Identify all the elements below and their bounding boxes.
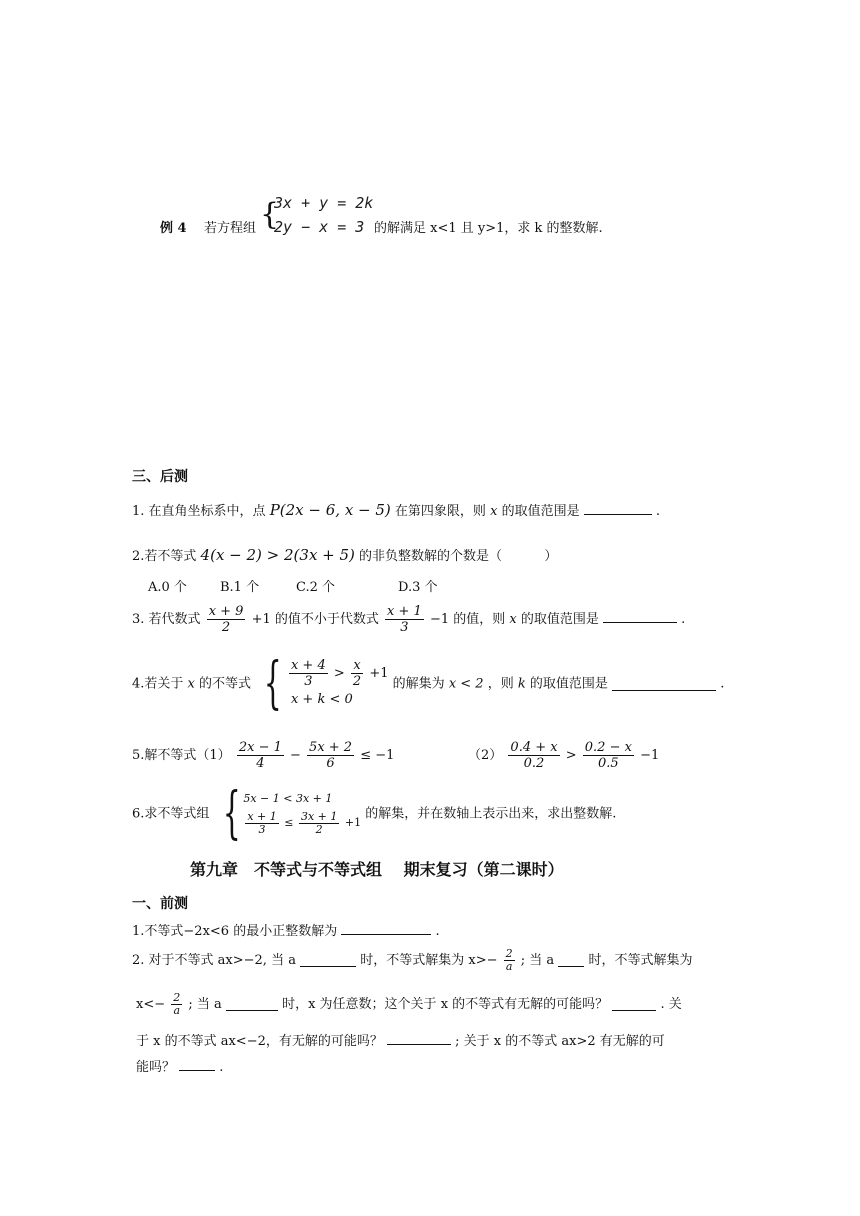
q2l1-a: 2. 对于不等式 ax>−2, 当 a [132,953,296,968]
pretest-q1-blank[interactable] [341,922,431,935]
q2l4-b: . [219,1060,224,1075]
q2l4-a: 能吗？ [136,1060,176,1075]
q2l2-b: ; 当 a [188,997,222,1012]
q5-frac-c: $\frac{0.4 + x}{0.2}$ [510,740,558,771]
example-4-suffix: 的解满足 x<1 且 y>1，求 k 的整数解. [374,221,603,236]
posttest-q5 [132,740,394,771]
q2l1-frac: $\frac{2}{a}$ [505,947,513,973]
pretest-q1-end: . [435,924,440,939]
q1-before: 1. 在直角坐标系中，点 [132,504,266,519]
q3-after: 的取值范围是 [520,612,599,627]
q2l2-blank-1[interactable] [226,998,278,1011]
q3-mid2: −1 的值，则 [429,612,506,627]
q6-le: ≤ [284,816,294,829]
q4-line-1 [287,658,389,689]
q2l1-d: 时，不等式解集为 [588,953,693,968]
pretest-heading: 一、前测 [132,896,188,912]
q2l1-b: 时，不等式解集为 x>− [360,953,498,968]
q4-l1-rfrac: $\frac{x}{2}$ [352,657,362,689]
q4-before: 4.若关于 [132,676,184,692]
pretest-q1-text: 1.不等式−2x<6 的最小正整数解为 [132,924,338,939]
q2l2-a: x<− [136,997,166,1012]
pretest-q2-line-4 [136,1058,223,1074]
q2l3-a: 于 x 的不等式 ax<−2，有无解的可能吗？ [136,1034,383,1049]
q2-option-c[interactable]: C.2 个 [296,580,336,595]
pretest-q2-line-3 [136,1032,665,1048]
q6-line-2 [243,808,361,838]
q4-line-2: x + k < 0 [290,691,353,707]
q2l2-c: 时，x 为任意数；这个关于 x 的不等式有无解的可能吗？ [282,997,609,1012]
q2l3-blank[interactable] [387,1032,451,1045]
q2-close: ） [544,549,558,564]
equation-1: 3x + y = 2k [274,194,374,212]
q4-after: 的解集为 [392,676,445,692]
q1-answer-blank[interactable] [584,502,652,515]
q4-l1-plus: +1 [369,665,389,681]
q5-frac-b: $\frac{5x + 2}{6}$ [309,740,353,771]
q2-expr: 4(x − 2) > 2(3x + 5) [200,546,355,564]
q3-before: 3. 若代数式 [132,612,201,627]
q4-solution: x < 2 [448,676,484,692]
q5-minus: − [290,748,301,763]
q2l2-frac: $\frac{2}{a}$ [173,991,181,1017]
q1-after: 的取值范围是 [501,504,580,519]
q6-l2-rfrac: $\frac{3x + 1}{2}$ [300,809,338,836]
q3-answer-blank[interactable] [603,610,677,623]
q2l3-b: ; 关于 x 的不等式 ax>2 有无解的可 [455,1034,665,1049]
q5-gt: > [565,748,577,763]
q3-fraction-1: $\frac{x + 9}{2}$ [208,604,244,635]
q5-before: 5.解不等式（1） [132,748,231,763]
q2-option-b[interactable]: B.1 个 [220,580,260,595]
q2l1-blank-1[interactable] [300,954,356,967]
q6-brace: { [222,781,241,846]
q4-mid: 的不等式 [199,676,252,692]
q6-l2-frac: $\frac{x + 1}{3}$ [247,809,277,836]
q6-before: 6.求不等式组 [132,806,210,822]
posttest-q6 [132,781,617,846]
example-4-label: 例 4 [160,221,187,236]
q6-system [243,790,361,838]
posttest-q5-part2 [468,740,659,771]
q2l1-blank-2[interactable] [558,954,584,967]
q2-before: 2.若不等式 [132,549,197,564]
q4-var: x [187,676,195,692]
q4-system [287,658,389,711]
system-brace: { [260,197,280,232]
pretest-q1 [132,922,440,938]
q2-after: 的非负整数解的个数是（ [359,549,503,564]
q4-mid2: ，则 [487,676,514,692]
q4-k-var: k [517,676,526,692]
q6-l2-plus: +1 [344,816,362,829]
q5-rel1: ≤ −1 [360,748,395,763]
posttest-q3 [132,604,685,635]
posttest-q4 [132,651,725,716]
q1-point: P(2x − 6, x − 5) [269,501,391,519]
example-4-prefix: 若方程组 [204,221,257,236]
q1-var: x [490,504,498,519]
q5-rel2: −1 [640,748,660,763]
q3-mid1: +1 的值不小于代数式 [251,612,379,627]
q6-after: 的解集，并在数轴上表示出来，求出整数解. [365,806,617,822]
q2-option-d[interactable]: D.3 个 [398,580,438,595]
q5-part2-label: （2） [468,748,503,763]
q4-l1-gt: > [333,665,345,681]
posttest-heading: 三、后测 [132,469,188,485]
q3-var: x [509,612,517,627]
q2l2-d: . 关 [660,997,682,1012]
posttest-q2 [132,548,557,563]
q1-end: . [655,504,660,519]
q6-line-1: 5x − 1 < 3x + 1 [243,792,333,805]
q2l2-blank-2[interactable] [612,998,656,1011]
q4-after2: 的取值范围是 [529,676,608,692]
q4-answer-blank[interactable] [612,678,716,691]
q1-mid: 在第四象限，则 [394,504,486,519]
q2l4-blank[interactable] [179,1058,215,1071]
q5-frac-a: $\frac{2x - 1}{4}$ [238,740,282,771]
q2l1-c: ; 当 a [520,953,555,968]
pretest-q2-line-1 [132,948,692,973]
posttest-q1 [132,502,660,518]
q4-brace: { [264,651,282,716]
equation-2: 2y − x = 3 [274,218,365,236]
pretest-q2-line-2 [136,992,682,1017]
q4-end: . [720,676,725,692]
q4-l1-frac: $\frac{x + 4}{3}$ [290,657,326,689]
q3-fraction-2: $\frac{x + 1}{3}$ [387,604,422,635]
q5-frac-d: $\frac{0.2 - x}{0.5}$ [584,740,632,771]
q3-end: . [681,612,686,627]
q2-option-a[interactable]: A.0 个 [148,580,187,595]
chapter-title: 第九章 不等式与不等式组 期末复习（第二课时） [190,860,564,879]
